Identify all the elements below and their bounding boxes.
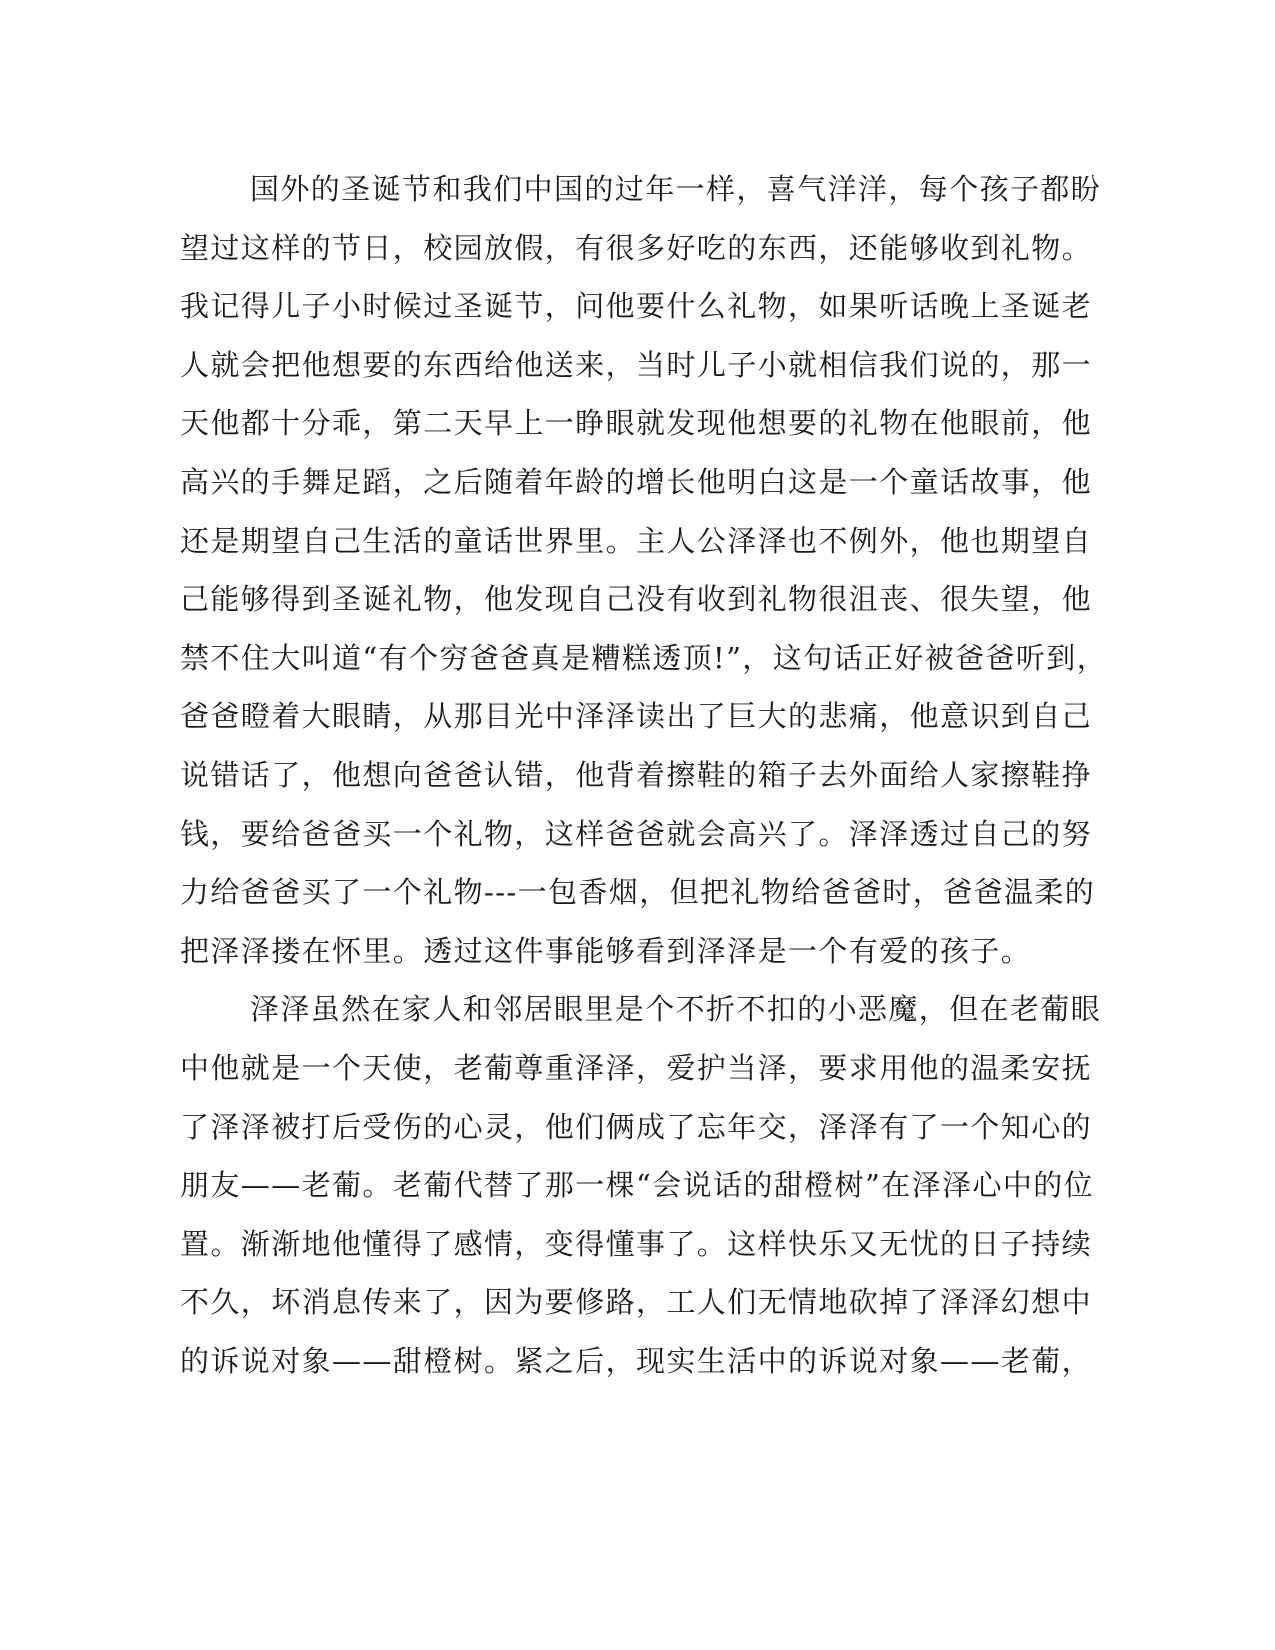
paragraph-line: 还是期望自己生活的童话世界里。主人公泽泽也不例外，他也期望自 bbox=[180, 523, 1093, 558]
paragraph-line: 不久，坏消息传来了，因为要修路，工人们无情地砍掉了泽泽幻想中 bbox=[180, 1285, 1093, 1320]
paragraph-1 bbox=[180, 160, 1108, 980]
paragraph-line: 把泽泽搂在怀里。透过这件事能够看到泽泽是一个有爱的孩子。 bbox=[180, 933, 1032, 968]
paragraph-line: 爸爸瞪着大眼睛，从那目光中泽泽读出了巨大的悲痛，他意识到自己 bbox=[180, 699, 1093, 734]
paragraph-line: 我记得儿子小时候过圣诞节，问他要什么礼物，如果听话晚上圣诞老 bbox=[180, 289, 1093, 324]
paragraph-line: 的诉说对象——甜橙树。紧之后，现实生活中的诉说对象——老葡， bbox=[180, 1343, 1093, 1378]
paragraph-line: 禁不住大叫道“有个穷爸爸真是糟糕透顶!”，这句话正好被爸爸听到， bbox=[180, 640, 1108, 675]
paragraph-line: 钱，要给爸爸买一个礼物，这样爸爸就会高兴了。泽泽透过自己的努 bbox=[180, 816, 1093, 851]
paragraph-line: 泽泽虽然在家人和邻居眼里是个不折不扣的小恶魔，但在老葡眼 bbox=[250, 992, 1102, 1027]
paragraph-2 bbox=[180, 980, 1100, 1390]
paragraph-line: 中他就是一个天使，老葡尊重泽泽，爱护当泽，要求用他的温柔安抚 bbox=[180, 1050, 1093, 1085]
paragraph-line: 望过这样的节日，校园放假，有很多好吃的东西，还能够收到礼物。 bbox=[180, 230, 1093, 265]
document-body bbox=[180, 160, 1108, 1390]
paragraph-line: 朋友——老葡。老葡代替了那一棵“会说话的甜橙树”在泽泽心中的位 bbox=[180, 1168, 1095, 1203]
paragraph-line: 置。渐渐地他懂得了感情，变得懂事了。这样快乐又无忧的日子持续 bbox=[180, 1226, 1093, 1261]
paragraph-line: 天他都十分乖，第二天早上一睁眼就发现他想要的礼物在他眼前，他 bbox=[180, 406, 1093, 441]
paragraph-line: 了泽泽被打后受伤的心灵，他们俩成了忘年交，泽泽有了一个知心的 bbox=[180, 1109, 1093, 1144]
paragraph-line: 己能够得到圣诞礼物，他发现自己没有收到礼物很沮丧、很失望，他 bbox=[180, 582, 1093, 617]
paragraph-line: 国外的圣诞节和我们中国的过年一样，喜气洋洋，每个孩子都盼 bbox=[250, 172, 1102, 206]
paragraph-line: 说错话了，他想向爸爸认错，他背着擦鞋的箱子去外面给人家擦鞋挣 bbox=[180, 757, 1093, 792]
paragraph-line: 高兴的手舞足蹈，之后随着年龄的增长他明白这是一个童话故事，他 bbox=[180, 464, 1093, 499]
paragraph-line: 力给爸爸买了一个礼物---一包香烟，但把礼物给爸爸时，爸爸温柔的 bbox=[180, 875, 1096, 910]
paragraph-line: 人就会把他想要的东西给他送来，当时儿子小就相信我们说的，那一 bbox=[180, 347, 1093, 382]
